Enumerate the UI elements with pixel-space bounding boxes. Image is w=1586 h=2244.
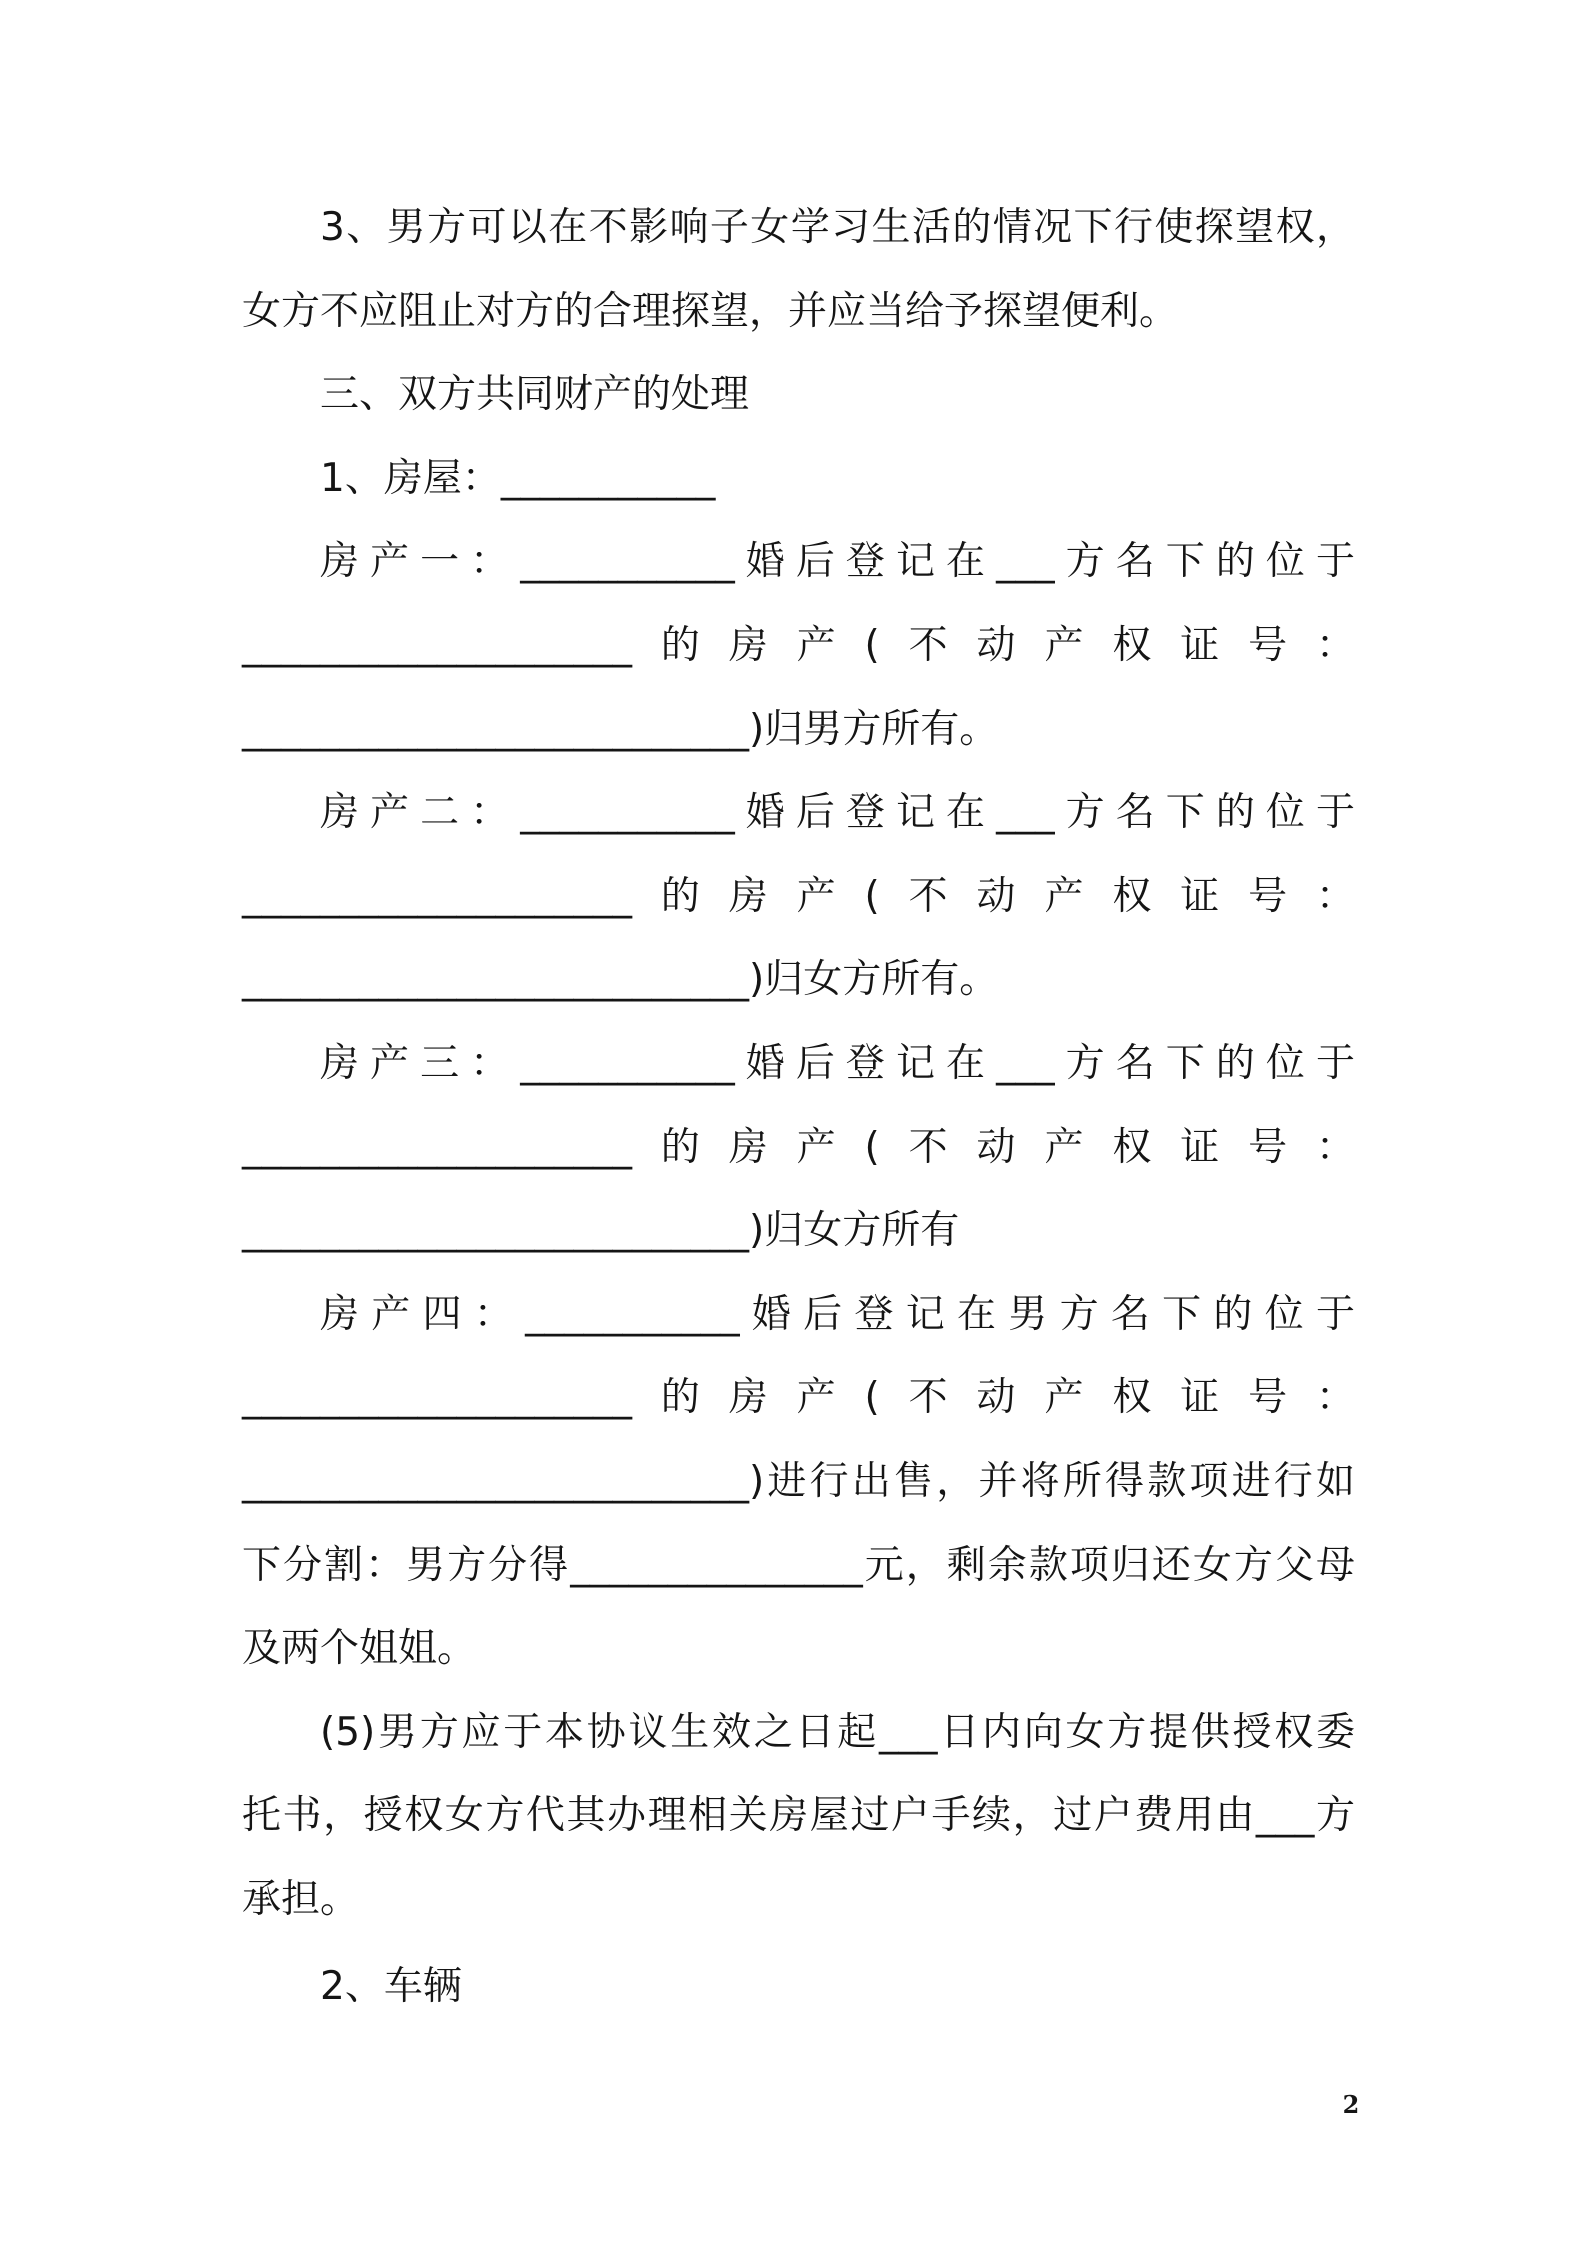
- text-line: 及两个姐姐。: [242, 1626, 477, 1671]
- text-line: __________________________)进行出售，并将所得款项进行如: [242, 1459, 1355, 1504]
- text-line: 承担。: [242, 1877, 360, 1922]
- text-line: 3、男方可以在不影响子女学习生活的情况下行使探望权，: [320, 205, 1355, 250]
- section-heading: 2、车辆: [320, 1964, 462, 2009]
- section-heading: 三、双方共同财产的处理: [320, 372, 750, 417]
- text-line: 房产一：___________婚后登记在___方名下的位于: [320, 539, 1355, 584]
- text-line: ____________________的房产(不动产权证号：: [242, 1375, 1355, 1420]
- text-line: 房产四：___________婚后登记在男方名下的位于: [320, 1292, 1355, 1337]
- text-line: 房产二：___________婚后登记在___方名下的位于: [320, 790, 1355, 835]
- text-line: 下分割：男方分得_______________元，剩余款项归还女方父母: [242, 1543, 1355, 1588]
- text-line: ____________________的房产(不动产权证号：: [242, 1125, 1355, 1170]
- text-line: 1、房屋：___________: [320, 456, 716, 501]
- text-line: ____________________的房产(不动产权证号：: [242, 623, 1355, 668]
- text-line: 女方不应阻止对方的合理探望，并应当给予探望便利。: [242, 289, 1179, 334]
- text-line: ____________________的房产(不动产权证号：: [242, 874, 1355, 919]
- text-line: 房产三：___________婚后登记在___方名下的位于: [320, 1041, 1355, 1086]
- text-line: __________________________)归女方所有。: [242, 957, 999, 1002]
- text-line: __________________________)归男方所有。: [242, 707, 999, 752]
- page-number: 2: [1342, 2090, 1360, 2119]
- text-line: 托书，授权女方代其办理相关房屋过户手续，过户费用由___方: [242, 1793, 1355, 1838]
- text-line: __________________________)归女方所有: [242, 1208, 960, 1253]
- text-line: (5)男方应于本协议生效之日起___日内向女方提供授权委: [320, 1710, 1355, 1755]
